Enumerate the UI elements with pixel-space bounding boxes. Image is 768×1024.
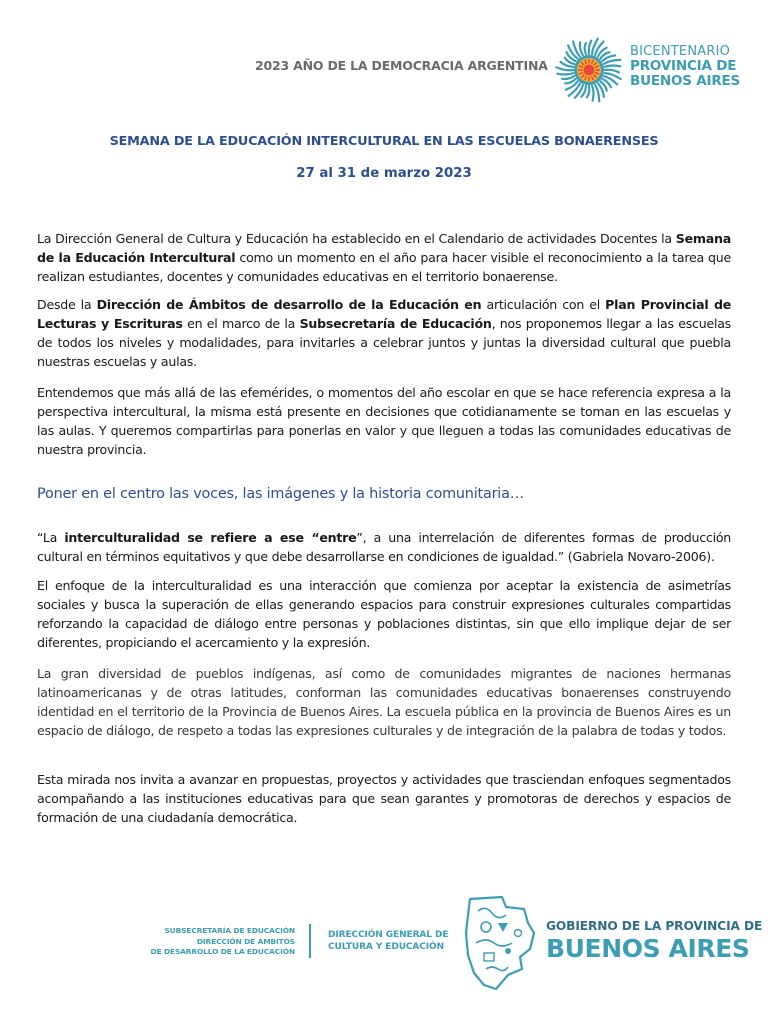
paragraph-intro — [37, 229, 731, 286]
gob-line-2: BUENOS AIRES — [546, 934, 750, 963]
footer-dg-line-2: CULTURA Y EDUCACIÓN — [328, 942, 445, 952]
header-motto: 2023 AÑO DE LA DEMOCRACIA ARGENTINA — [255, 58, 548, 73]
bold-text-run: Semana de la Educación Intercultural — [37, 231, 731, 265]
paragraph-diversidad — [37, 664, 731, 740]
text-run: Esta mirada nos invita a avanzar en propuestas, proyectos y actividades que trasciendan enfoques segmentados acompañando a las instituciones educativas para que sean garantes y promotoras de derechos y espacios de formación de una ciudadanía democrática. — [37, 772, 731, 825]
page-header — [0, 0, 768, 112]
bicentenario-logo-text — [630, 44, 740, 89]
bold-text-run: Dirección de Ámbitos de desarrollo de la Educación en — [96, 297, 482, 312]
text-run: Desde la — [37, 297, 97, 312]
bold-text-run: Plan Provincial de Lecturas y Escrituras — [37, 297, 732, 331]
paragraph-efemerides — [37, 383, 731, 459]
text-run: ”, a una interrelación de diferentes formas de producción cultural en términos equitativos y que debe desarrollarse en condiciones de igualdad.” (Gabriela Novaro-2006). — [37, 530, 732, 564]
text-run: El enfoque de la interculturalidad es una interacción que comienza por aceptar la existencia de asimetrías sociales y busca la superación de ellas generando espacios para construir expresiones culturales compartidas reforzando la capacidad de diálogo entre personas y poblaciones distintas, sin que ello implique dejar de ser diferentes, propiciando el acercamiento y la expresión. — [37, 578, 731, 650]
logo-line-1: BICENTENARIO — [630, 44, 731, 59]
logo-line-2: PROVINCIA DE — [630, 58, 737, 74]
section-subheading: Poner en el centro las voces, las imágenes y la historia comunitaria… — [37, 486, 524, 502]
bold-text-run: interculturalidad se refiere a ese “entre — [64, 530, 357, 545]
footer-sub-line-1: SUBSECRETARÍA DE EDUCACIÓN — [164, 926, 295, 935]
province-map-icon — [462, 893, 536, 993]
gobierno-logo-text — [546, 919, 762, 963]
footer-divider — [309, 924, 311, 958]
footer-sub-line-2: DIRECCIÓN DE ÁMBITOS — [196, 936, 295, 946]
text-run: como un momento en el año para hacer visible el reconocimiento a la tarea que realizan estudiantes, docentes y comunidades educativas en el territorio bonaerense. — [37, 250, 731, 284]
paragraph-direccion — [37, 295, 731, 371]
footer-subsecretaria — [150, 926, 295, 958]
bold-text-run: Subsecretaría de Educación — [299, 316, 492, 331]
footer-direccion-general — [328, 929, 448, 953]
footer-dg-line-1: DIRECCIÓN GENERAL DE — [328, 930, 449, 940]
logo-line-3: BUENOS AIRES — [630, 73, 741, 89]
paragraph-enfoque — [37, 576, 731, 652]
document-date: 27 al 31 de marzo 2023 — [296, 166, 472, 181]
text-run: , nos proponemos llegar a las escuelas de todos los niveles y modalidades, para invitarles a celebrar juntos y juntas la diversidad cultural que puebla nuestras escuelas y aulas. — [37, 316, 731, 369]
footer-sub-line-3: DE DESARROLLO DE LA EDUCACIÓN — [150, 947, 295, 956]
text-run: La Dirección General de Cultura y Educación ha establecido en el Calendario de actividades Docentes la — [37, 231, 676, 246]
gob-line-1: GOBIERNO DE LA PROVINCIA DE — [546, 919, 763, 933]
paragraph-mirada — [37, 770, 731, 827]
text-run: en el marco de la — [182, 316, 300, 331]
paragraph-quote — [37, 528, 731, 566]
document-title: SEMANA DE LA EDUCACIÓN INTERCULTURAL EN LAS ESCUELAS BONAERENSES — [109, 134, 659, 149]
text-run: La gran diversidad de pueblos indígenas, así como de comunidades migrantes de naciones hermanas latinoamericanas y de otras latitudes, conforman las comunidades educativas bonaerenses construyendo identidad en el territorio de la Provincia de Buenos Aires. La escuela pública en la provincia de Buenos Aires es un espacio de diálogo, de respeto a todas las expresiones culturales y de integración de la palabra de todas y todos. — [37, 666, 731, 738]
text-run: “La — [37, 530, 65, 545]
sun-logo-icon — [555, 36, 623, 104]
text-run: articulación con el — [481, 297, 606, 312]
text-run: Entendemos que más allá de las efemérides, o momentos del año escolar en que se hace referencia expresa a la perspectiva intercultural, la misma está presente en decisiones que cotidianamente se toman en las escuelas y las aulas. Y queremos compartirlas para ponerlas en valor y que lleguen a todas las comunidades educativas de nuestra provincia. — [37, 385, 731, 457]
